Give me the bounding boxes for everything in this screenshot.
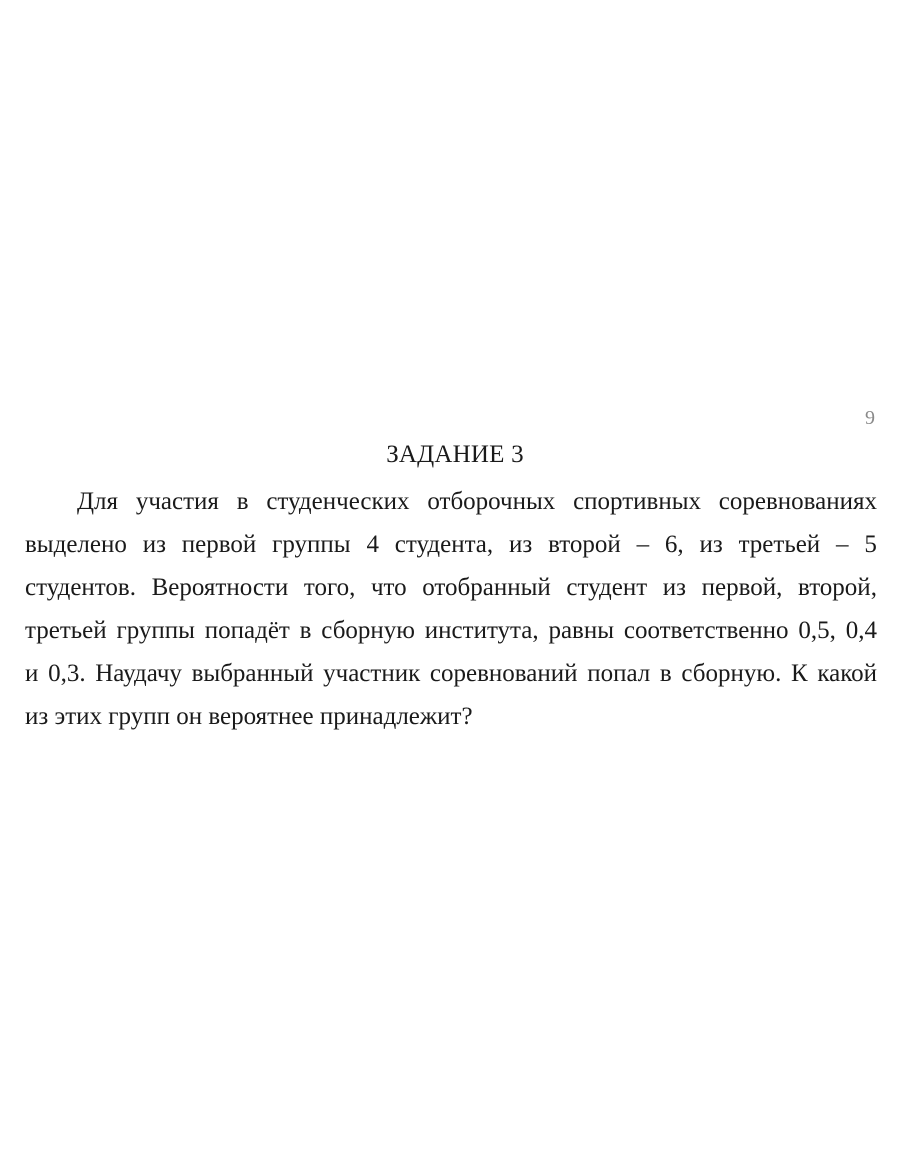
word: 0,4 [845,617,877,644]
word: группы [272,531,351,558]
paragraph-line-3 [25,566,877,609]
word: какой [817,660,877,687]
word: второй [548,531,621,558]
word: попадёт [204,617,290,644]
word: из [142,531,166,558]
word: того, [303,574,356,601]
word: выделено [25,531,127,558]
page-number: 9 [865,407,875,429]
word: 0,5, [798,617,836,644]
paragraph-line-4 [25,609,877,652]
word: отборочных [427,488,556,515]
word: соревнований [429,660,578,687]
word: соревнованиях [718,488,877,515]
word: Для [77,488,119,515]
word: в [659,660,672,687]
word: первой [181,531,257,558]
word: – [636,531,650,558]
word: попал [587,660,651,687]
word: первой, [701,574,783,601]
word: что [370,574,407,601]
paragraph-line-5 [25,652,877,695]
word: студентов. [25,574,136,601]
word: третьей [738,531,821,558]
word: К [791,660,808,687]
word: участник [323,660,421,687]
task-paragraph [25,480,877,738]
word: – [836,531,849,558]
task-title: ЗАДАНИЕ 3 [386,441,524,468]
word: выбранный [191,660,314,687]
word: студента, [394,531,494,558]
word: в [299,617,312,644]
word: студент [566,574,648,601]
paragraph-line-2 [25,523,877,566]
word: студенческих [266,488,410,515]
word: Наудачу [95,660,182,687]
word: группы [116,617,195,644]
word: из [508,531,533,558]
word: института, [424,617,539,644]
word: из [699,531,723,558]
word: из [662,574,687,601]
word: из этих групп он вероятнее принадлежит? [25,703,473,730]
paragraph-line-6 [25,695,877,738]
word: 4 [366,531,379,558]
word: 6, [664,531,684,558]
word: и [25,660,39,687]
word: 5 [864,531,877,558]
word: третьей [25,617,107,644]
word: Вероятности [151,574,289,601]
word: равны [548,617,615,644]
word: участия [135,488,219,515]
word: второй, [798,574,877,601]
word: спортивных [573,488,701,515]
word: в [236,488,249,515]
paragraph-line-1 [25,480,877,523]
word: сборную. [681,660,782,687]
word: сборную [321,617,415,644]
word: отобранный [422,574,551,601]
word: 0,3. [48,660,86,687]
word: соответственно [623,617,789,644]
